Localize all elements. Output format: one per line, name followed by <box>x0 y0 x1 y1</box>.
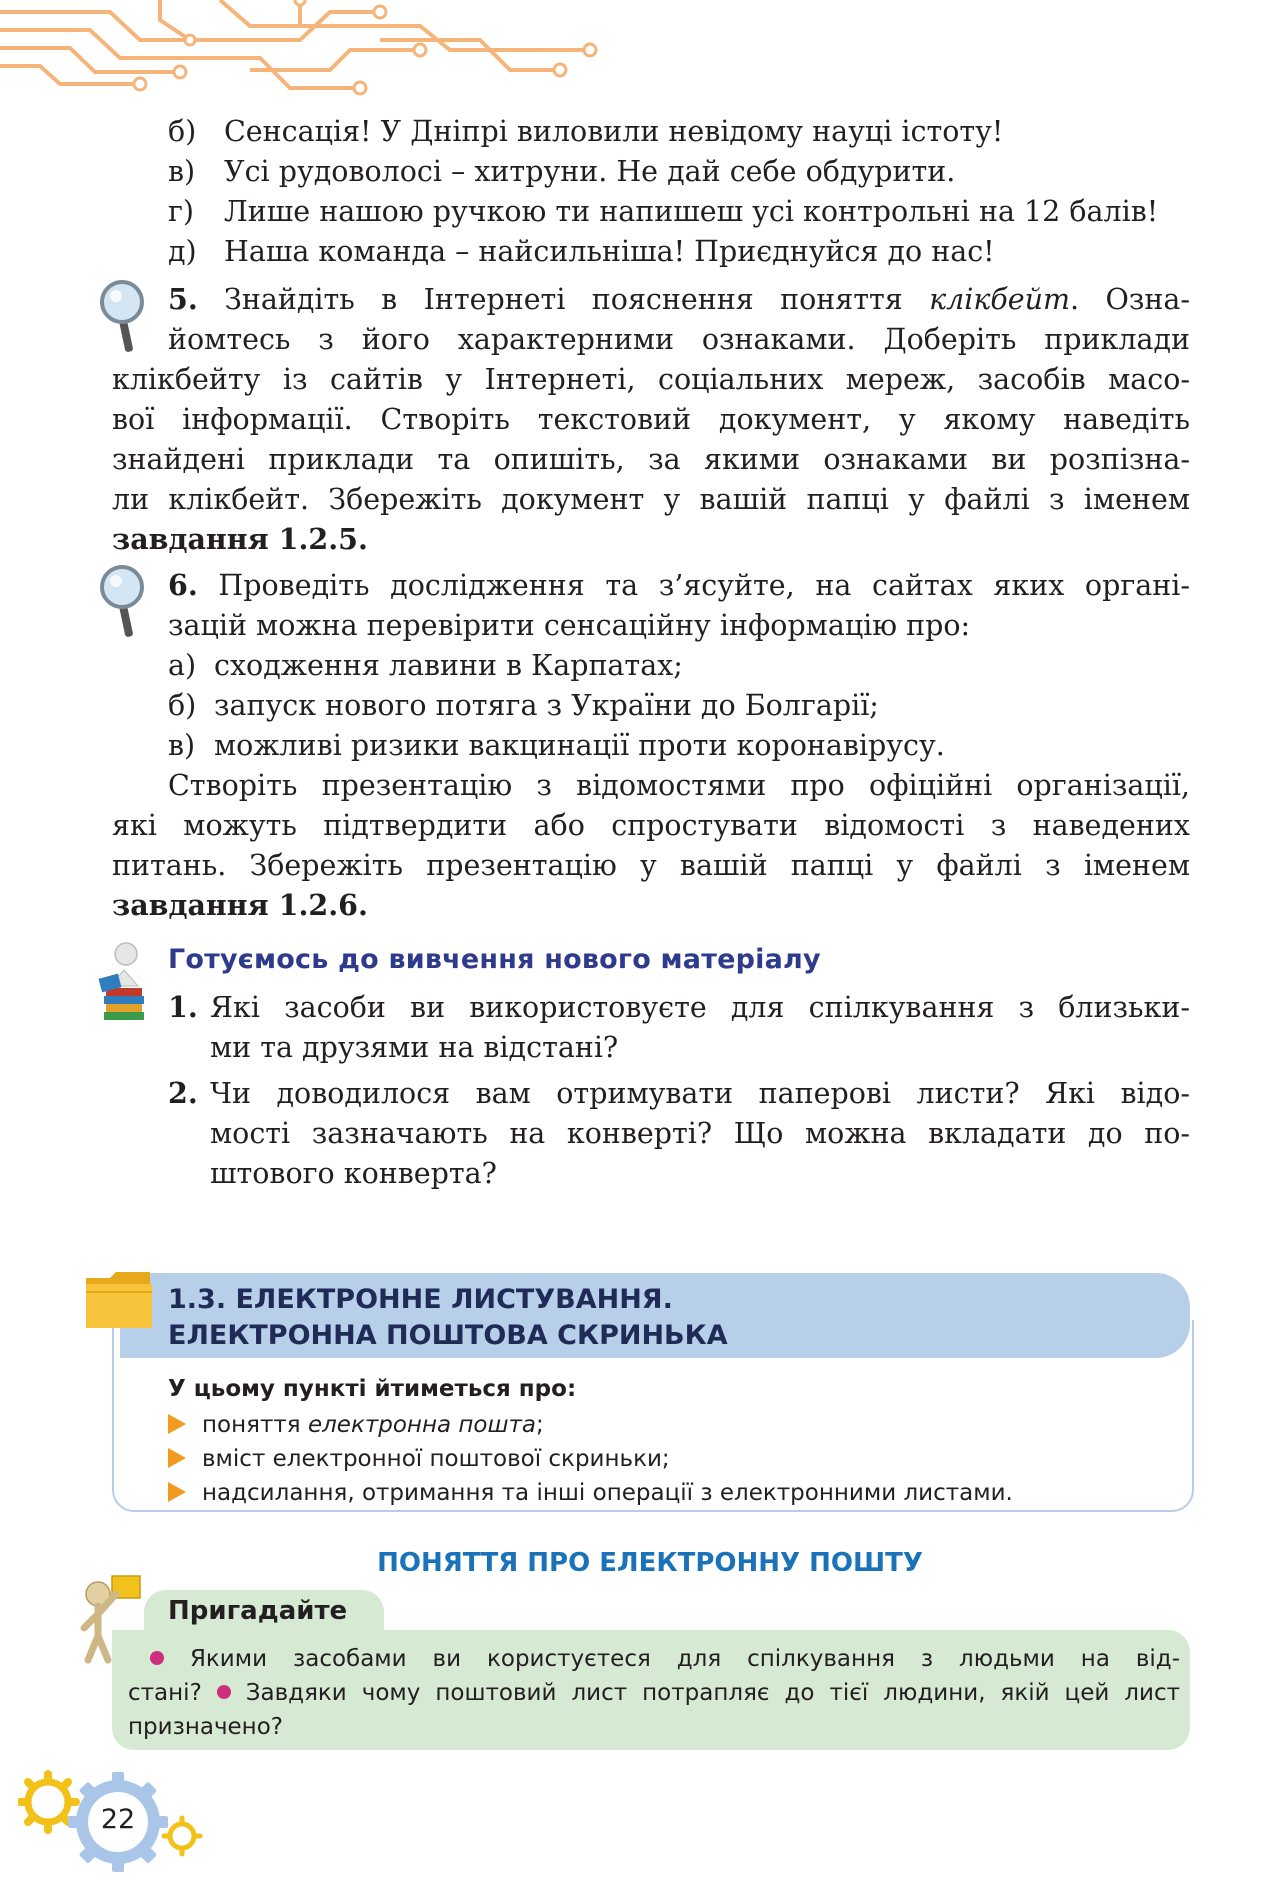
section-bullets <box>168 1408 1013 1510</box>
prep-heading: Готуємось до вивчення нового матеріалу <box>168 944 821 975</box>
bullet-item: поняття електронна пошта; <box>168 1408 1013 1442</box>
task-5-line: йомтесь з його характерними ознаками. Доберіть приклади <box>168 323 1190 356</box>
bullet-arrow-icon <box>168 1448 186 1468</box>
task-5-filename: завдання 1.2.5. <box>112 522 368 556</box>
task-6-line: 6. Проведіть дослідження та з’ясуйте, на сайтах яких органі- <box>168 568 1190 602</box>
bullet-item: вміст електронної поштової скриньки; <box>168 1442 1013 1476</box>
reading-figure-icon <box>96 940 152 1024</box>
question-number: 1. <box>168 990 198 1024</box>
magnifier-icon <box>96 563 154 641</box>
bullet-dot-icon <box>217 1685 231 1699</box>
section-title: 1.3. ЕЛЕКТРОННЕ ЛИСТУВАННЯ. ЕЛЕКТРОННА ПОШТОВА СКРИНЬКА <box>168 1284 728 1351</box>
task-5-line: ли клікбейт. Збережіть документ у вашій папці у файлі з іменем <box>112 483 1190 516</box>
question-line: мості зазначають на конверті? Що можна вкладати до по- <box>210 1117 1190 1150</box>
task-5-line: 5. Знайдіть в Інтернеті пояснення поняття клікбейт. Озна- <box>168 282 1190 316</box>
task-5-line: вої інформації. Створіть текстовий документ, у якому наведіть <box>112 403 1190 436</box>
question-line: Які засоби ви використовуєте для спілкування з близьки- <box>210 991 1190 1024</box>
list-item: д) Наша команда – найсильніша! Приєднуйся до нас! <box>168 235 995 268</box>
list-item: б) запуск нового потяга з України до Болгарії; <box>168 689 879 722</box>
task-5-line: клікбейту із сайтів у Інтернеті, соціальних мереж, засобів масо- <box>112 363 1190 396</box>
task-5-line: знайдені приклади та опишіть, за якими ознаками ви розпізна- <box>112 443 1190 476</box>
bullet-arrow-icon <box>168 1414 186 1434</box>
task-6-filename: завдання 1.2.6. <box>112 888 368 922</box>
subheading: ПОНЯТТЯ ПРО ЕЛЕКТРОННУ ПОШТУ <box>377 1548 923 1578</box>
task-6-para-line: які можуть підтвердити або спростувати відомості з наведених <box>112 809 1190 842</box>
recall-tab-label: Пригадайте <box>168 1596 348 1626</box>
question-line: штового конверта? <box>210 1157 497 1190</box>
magnifier-icon <box>96 278 154 356</box>
bullet-arrow-icon <box>168 1482 186 1502</box>
list-item: а) сходження лавини в Карпатах; <box>168 649 683 682</box>
bullet-item: надсилання, отримання та інші операції з електронними листами. <box>168 1476 1013 1510</box>
folder-icon <box>84 1270 154 1330</box>
question-line: Чи доводилося вам отримувати паперові листи? Які відо- <box>210 1077 1190 1110</box>
question-number: 2. <box>168 1076 198 1110</box>
list-item: в) Усі рудоволосі – хитруни. Не дай себе обдурити. <box>168 155 956 188</box>
task-6-line: зацій можна перевірити сенсаційну інформацію про: <box>168 609 971 642</box>
recall-text: Якими засобами ви користуєтеся для спілкування з людьми на від- стані? Завдяки чому поштовий лист потрапляє до тієї людини, якій цей лист призначено? <box>128 1646 1180 1740</box>
list-item: г) Лише нашою ручкою ти напишеш усі контрольні на 12 балів! <box>168 195 1159 228</box>
circuit-decoration <box>0 0 600 100</box>
list-item: б) Сенсація! У Дніпрі виловили невідому науці істоту! <box>168 115 1004 148</box>
question-line: ми та друзями на відстані? <box>210 1031 619 1064</box>
task-6-para-line: Створіть презентацію з відомостями про офіційні організації, <box>168 769 1190 802</box>
task-6-para-line: питань. Збережіть презентацію у вашій папці у файлі з іменем <box>112 849 1190 882</box>
section-intro: У цьому пункті йтиметься про: <box>168 1376 577 1402</box>
list-item: в) можливі ризики вакцинації проти коронавірусу. <box>168 729 945 762</box>
page-number: 22 <box>100 1804 136 1835</box>
bullet-dot-icon <box>150 1651 164 1665</box>
